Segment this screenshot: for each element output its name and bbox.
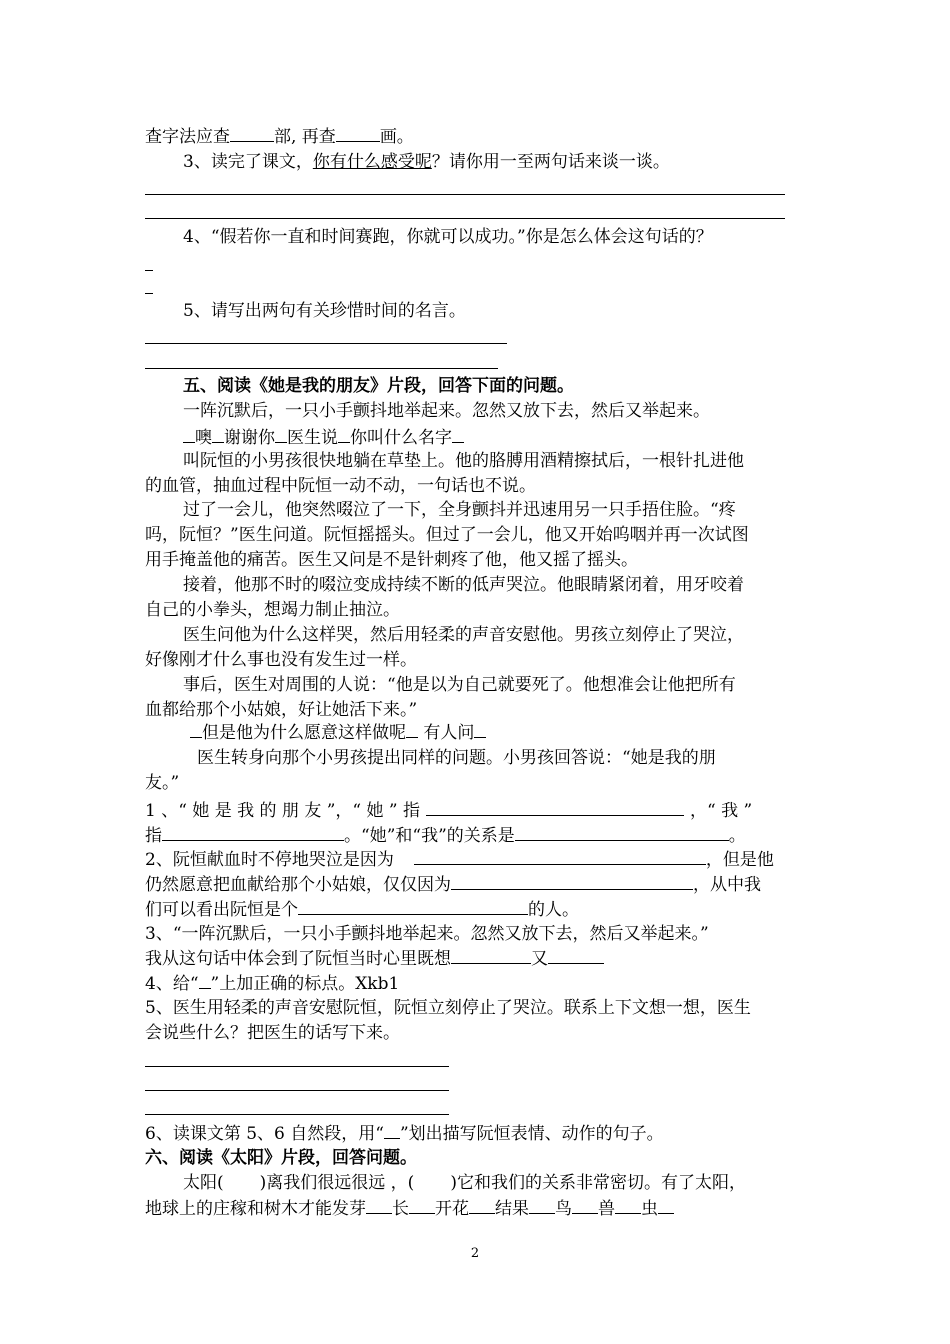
passage-line: 医生转身向那个小男孩提出同样的问题。小男孩回答说：“她是我的朋 <box>197 748 716 768</box>
text: 2、阮恒献血时不停地哭泣是因为 <box>145 850 394 870</box>
section-5-title: 五、阅读《她是我的朋友》片段，回答下面的问题。 <box>183 376 574 396</box>
text: 开花 <box>435 1199 469 1219</box>
text: 医生说 <box>287 428 338 448</box>
punct-blank <box>474 720 486 738</box>
text: 6、读课文第 5、6 自然段，用“ <box>145 1124 384 1144</box>
text: 谢谢你 <box>224 428 275 448</box>
text: ，但是他 <box>705 850 774 870</box>
answer-blank <box>615 1196 641 1214</box>
text: 地球上的庄稼和树木才能发芽 <box>145 1199 366 1219</box>
text: ”划出描写阮恒表情、动作的句子。 <box>399 1124 664 1144</box>
text: 仍然愿意把血献给那个小姑娘，仅仅因为 <box>145 875 451 895</box>
answer-blank <box>469 1196 495 1214</box>
punct-blank <box>199 971 211 989</box>
text: 但是他为什么愿意这样做呢 <box>202 723 406 743</box>
passage-line: 过了一会儿，他突然啜泣了一下，全身颤抖并迅速用另一只手捂住脸。“疼 <box>183 500 736 520</box>
punct-blank <box>190 720 202 738</box>
text: 鸟 <box>555 1199 572 1219</box>
answer-line <box>145 1114 449 1115</box>
passage-line: 血都给那个小姑娘，好让她活下来。” <box>145 700 418 720</box>
punct-blank <box>452 425 464 443</box>
text: 虫 <box>641 1199 658 1219</box>
text: 。 <box>728 826 746 846</box>
underlined-text: 你有什么感受呢 <box>312 152 432 172</box>
question-1 <box>145 798 810 823</box>
passage-line <box>145 1196 810 1221</box>
text: 画。 <box>379 127 414 147</box>
question-2 <box>145 847 810 872</box>
punct-blank <box>183 425 195 443</box>
punct-blank <box>275 425 287 443</box>
section-6-title: 六、阅读《太阳》片段，回答问题。 <box>145 1148 417 1168</box>
passage-line: 一阵沉默后，一只小手颤抖地举起来。忽然又放下去，然后又举起来。 <box>183 401 710 421</box>
line-lookup <box>145 124 810 149</box>
text: ？请你用一至两句话来谈一谈。 <box>431 152 670 172</box>
text: 指 <box>145 826 162 846</box>
answer-blank <box>426 798 684 816</box>
text: 的人。 <box>528 900 579 920</box>
passage-line: 友。” <box>145 773 180 793</box>
question-4 <box>145 971 810 996</box>
question-3 <box>183 150 810 174</box>
text: 你叫什么名字 <box>350 428 452 448</box>
text: )离我们很远很远 ，( <box>259 1173 415 1193</box>
answer-blank <box>414 847 706 865</box>
answer-blank <box>451 872 693 890</box>
passage-line <box>183 425 810 450</box>
passage-line: 好像刚才什么事也没有发生过一样。 <box>145 650 417 670</box>
underline-sample <box>384 1121 400 1139</box>
text: )它和我们的关系非常密切。有了太阳， <box>450 1173 746 1193</box>
passage-line: 医生问他为什么这样哭，然后用轻柔的声音安慰他。男孩立刻停止了哭泣， <box>183 625 744 645</box>
answer-blank <box>515 823 729 841</box>
text: ”上加正确的标点。Xkb1 <box>210 974 400 994</box>
text: 们可以看出阮恒是个 <box>145 900 298 920</box>
answer-line <box>145 194 785 195</box>
text: 兽 <box>598 1199 615 1219</box>
question-3: 3、“一阵沉默后，一只小手颤抖地举起来。忽然又放下去，然后又举起来。” <box>145 924 709 944</box>
passage-line <box>183 1171 810 1195</box>
answer-blank <box>230 124 274 142</box>
question-2-cont <box>145 872 810 897</box>
passage-line: 的血管，抽血过程中阮恒一动不动，一句话也不说。 <box>145 476 536 496</box>
page-number: 2 <box>470 1246 480 1261</box>
text: 3、读完了课文， <box>183 152 313 172</box>
text: 。“她”和“我”的关系是 <box>344 826 515 846</box>
passage-line: 接着，他那不时的啜泣变成持续不断的低声哭泣。他眼睛紧闭着，用牙咬着 <box>183 575 744 595</box>
answer-blank <box>658 1196 674 1214</box>
text: 我从这句话中体会到了阮恒当时心里既想 <box>145 949 451 969</box>
passage-line: 用手掩盖他的痛苦。医生又问是不是针刺疼了他，他又摇了摇头。 <box>145 550 638 570</box>
passage-line: 事后，医生对周围的人说：“他是以为自己就要死了。他想准会让他把所有 <box>183 675 736 695</box>
answer-blank <box>366 1196 392 1214</box>
passage-line: 自己的小拳头，想竭力制止抽泣。 <box>145 600 400 620</box>
answer-blank <box>529 1196 555 1214</box>
question-3-cont <box>145 946 810 971</box>
answer-line <box>145 293 153 294</box>
answer-line <box>145 1066 449 1067</box>
answer-line <box>145 343 507 344</box>
answer-blank <box>336 124 380 142</box>
text: ，从中我 <box>693 875 761 895</box>
question-5: 5、医生用轻柔的声音安慰阮恒，阮恒立刻停止了哭泣。联系上下文想一想，医生 <box>145 998 751 1018</box>
text: 长 <box>392 1199 409 1219</box>
answer-line <box>145 368 498 369</box>
question-2-cont <box>145 897 810 922</box>
text: 结果 <box>495 1199 529 1219</box>
answer-blank <box>298 897 528 915</box>
text: 查字法应查 <box>145 127 230 147</box>
punct-blank <box>338 425 350 443</box>
passage-line: 叫阮恒的小男孩很快地躺在草垫上。他的胳膊用酒精擦拭后，一根针扎进他 <box>183 451 744 471</box>
text: ，“ 我 ” <box>690 801 753 821</box>
text: 太阳( <box>183 1173 224 1193</box>
answer-line <box>145 270 153 271</box>
text: 又 <box>531 949 548 969</box>
question-5: 5、请写出两句有关珍惜时间的名言。 <box>183 301 466 321</box>
answer-blank <box>548 946 604 964</box>
question-4: 4、“假若你一直和时间赛跑，你就可以成功。”你是怎么体会这句话的？ <box>183 227 713 247</box>
question-1-cont <box>145 823 810 848</box>
text: 有人问 <box>423 723 475 743</box>
punct-blank <box>406 720 418 738</box>
answer-blank <box>162 823 344 841</box>
answer-line <box>145 1090 449 1091</box>
answer-blank <box>451 946 531 964</box>
text: 4、给“ <box>145 974 199 994</box>
passage-line <box>190 720 810 745</box>
passage-line: 吗，阮恒？”医生问道。阮恒摇摇头。但过了一会儿，他又开始呜咽并再一次试图 <box>145 525 749 545</box>
question-6 <box>145 1121 810 1146</box>
answer-blank <box>409 1196 435 1214</box>
answer-blank <box>572 1196 598 1214</box>
text: 噢 <box>195 428 212 448</box>
text: 1 、“ 她 是 我 的 朋 友 ”，“ 她 ” 指 <box>145 801 421 821</box>
punct-blank <box>212 425 224 443</box>
answer-line <box>145 218 785 219</box>
question-5-cont: 会说些什么？把医生的话写下来。 <box>145 1023 400 1043</box>
text: 部, 再查 <box>274 127 336 147</box>
